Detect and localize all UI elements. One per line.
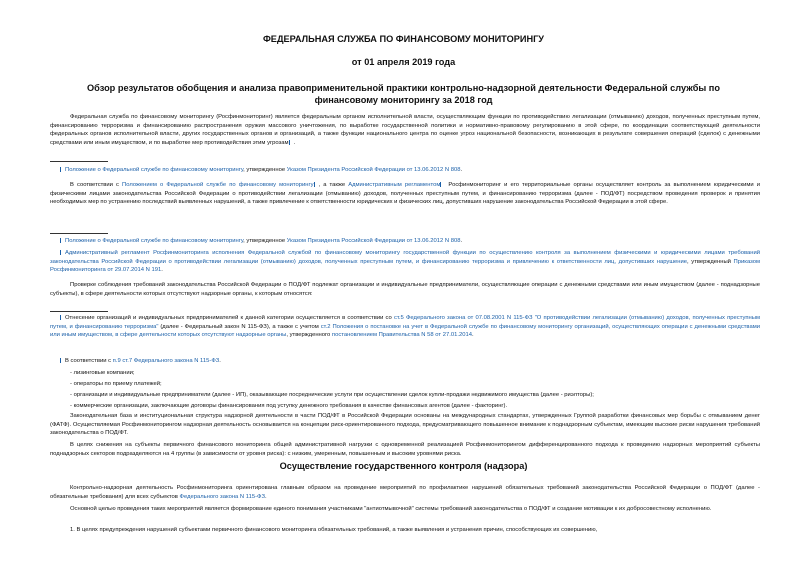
- publication-date: от 01 апреля 2019 года: [351, 57, 456, 67]
- footnote-marker-icon[interactable]: [314, 182, 318, 187]
- footnote-divider: [50, 161, 108, 162]
- link-registration-regulation[interactable]: ст.2 Положения о постановке на учет в Федеральной службе по финансовому мониторингу организаций, осуществляющих операции с денежными средствами или иным имуществом, в сфере деятельности которых отсутствуют надзорные органы: [50, 323, 760, 339]
- footnote-marker-icon: [60, 315, 64, 320]
- footnote-marker-icon: [60, 358, 64, 363]
- link-admin-regulation[interactable]: Административный регламент Росфинмониторинга исполнения Федеральной службой по финансовому мониторингу государственной функции по осуществлению контроля за выполнением физическими и юридическими лицами требований законодательства Российской Федерации о противодействии легализации (отмыванию) доходов, полученных преступным путем, и финансированию терроризма и привлечению к ответственности лиц, допустивших нарушение: [50, 250, 760, 265]
- paragraph-goal: Основной целью проведения таких мероприятий является формирование единого понимания участниками "антиотмывочной" системы требований законодательства о ПОД/ФТ и создание мотивации к их добросовестному исполнению.: [70, 506, 712, 512]
- paragraph-legal-basis: Законодательная база и институциональная структура надзорной деятельности в части ПОД/ФТ в Российской Федерации основаны на международных стандартах, утвержденных Группой разработки финансовых мер борьбы с отмыванием денег (ФАТФ). Осуществляемая Росфинмониторингом надзорная деятельность основывается на концепции риск-ориентированного подхода, предусматривающего повышенное внимание к поднадзорным субъектам, имеющим высокие риски нарушения требований законодательства о ПОД/ФТ.: [50, 413, 760, 437]
- paragraph-subjects: Проверке соблюдения требований законодательства Российской Федерации о ПОД/ФТ подлежат организации и индивидуальные предприниматели, осуществляющие операции с денежными средствами или иным имуществом (далее - поднадзорные субъекты), в сфере деятельности которых отсутствуют надзорные органы, к которым относятся:: [50, 282, 760, 297]
- link-regulation[interactable]: Положение о Федеральной службе по финансовому мониторингу: [65, 167, 244, 173]
- footnote-4: Отнесение организаций и индивидуальных предпринимателей к данной категории осуществляется в соответствии со ст.5 Федерального закона от 07.08.2001 N 115-ФЗ "О противодействии легализации (отмыванию) доходов, полученных преступным путем, и финансированию терроризма" (далее - Федеральный закон N 115-ФЗ), а также с учетом ст.2 Положения о постановке на учет в Федеральной службе по финансовому мониторингу организаций, осуществляющих операции с денежными средствами или иным имуществом, в сфере деятельности которых отсутствуют надзорные органы, утвержденного постановлением Правительства N 58 от 27.01.2014.: [50, 315, 760, 339]
- footnote-marker-icon[interactable]: [440, 182, 444, 187]
- link-decree-808[interactable]: Указом Президента Российской Федерации от 13.06.2012 N 808: [286, 238, 461, 244]
- link-government-resolution-58[interactable]: постановлением Правительства N 58 от 27.01.2014: [331, 332, 472, 339]
- paragraph-intro: Федеральная служба по финансовому мониторингу (Росфинмониторинг) является федеральным органом исполнительной власти, осуществляющим функции по противодействию легализации (отмыванию) доходов, полученных преступным путем, финансированию терроризма и финансированию распространения оружия массового уничтожения, по выработке государственной политики и нормативно-правовому регулированию в этой сфере, по координации соответствующей деятельности федеральных органов исполнительной власти, других государственных органов и организаций, а также функции национального центра по оценке угроз национальной безопасности, возникающих в результате совершения операций (сделок) с денежными средствами или иным имуществом, и по выработке мер противодействия этим угрозам .: [50, 114, 760, 146]
- list-item: - организации и индивидуальные предприниматели (далее - ИП), оказывающие посреднические услуги при осуществлении сделок купли-продажи недвижимого имущества (далее - риэлторы);: [70, 392, 594, 398]
- list-item: - операторы по приему платежей;: [70, 381, 162, 387]
- paragraph-risk-groups: В целях снижения на субъекты первичного финансового мониторинга общей административной нагрузки с одновременной реализацией Росфинмониторингом дифференцированного подхода к проведению надзорных мероприятий субъекты поднадзорных секторов подразделяются на 4 группы (в зависимости от уровня риска): с низким, умеренным, повышенным и высоким уровнями риска.: [50, 442, 760, 457]
- footnote-1: Положение о Федеральной службе по финансовому мониторингу, утвержденное Указом Президента Российской Федерации от 13.06.2012 N 808.: [50, 166, 760, 175]
- footnote-marker-icon[interactable]: [289, 140, 293, 145]
- agency-heading: ФЕДЕРАЛЬНАЯ СЛУЖБА ПО ФИНАНСОВОМУ МОНИТОРИНГУ: [262, 34, 545, 44]
- footnote-marker-icon: [60, 238, 64, 243]
- footnote-divider: [50, 311, 108, 312]
- link-admin-regulation[interactable]: Административным регламентом: [348, 182, 441, 188]
- link-law-115-article-7[interactable]: п.9 ст.7 Федерального закона N 115-ФЗ: [112, 358, 220, 364]
- list-item: - коммерческие организации, заключающие договоры финансирования под уступку денежного требования в качестве финансовых агентов (далее - факторинг).: [70, 403, 508, 409]
- link-decree-808[interactable]: Указом Президента Российской Федерации от 13.06.2012 N 808: [286, 167, 461, 173]
- link-regulation[interactable]: Положение о Федеральной службе по финансовому мониторингу: [65, 238, 244, 244]
- footnote-divider: [50, 233, 108, 234]
- link-law-115-article-5[interactable]: ст.5 Федерального закона от 07.08.2001 N 115-ФЗ "О противодействии легализации (отмыванию) доходов, полученных преступным путем, и финансированию терроризма": [50, 315, 760, 330]
- footnote-marker-icon: [60, 167, 64, 172]
- list-item: - лизинговые компании;: [70, 370, 135, 376]
- footnote-3: Административный регламент Росфинмониторинга исполнения Федеральной службой по финансовому мониторингу государственной функции по осуществлению контроля за выполнением физическими и юридическими лицами требований законодательства Российской Федерации о противодействии легализации (отмыванию) доходов, полученных преступным путем, и финансированию терроризма и привлечению к ответственности лиц, допустивших нарушение, утвержденный Приказом Росфинмониторинга от 29.07.2014 N 191.: [50, 250, 761, 274]
- link-order-191[interactable]: Приказом Росфинмониторинга от 29.07.2014 N 191: [50, 258, 761, 274]
- section-heading: Осуществление государственного контроля (надзора): [279, 461, 528, 471]
- footnote-5: В соответствии с п.9 ст.7 Федерального закона N 115-ФЗ.: [50, 357, 760, 366]
- paragraph-prevention: Контрольно-надзорная деятельность Росфинмониторинга ориентирована главным образом на проведение мероприятий по профилактике нарушений обязательных требований законодательства Российской Федерации о ПОД/ФТ (далее - обязательные требования) для всех субъектов Федерального закона N 115-ФЗ.: [50, 485, 760, 500]
- footnote-2: Положение о Федеральной службе по финансовому мониторингу, утвержденное Указом Президента Российской Федерации от 13.06.2012 N 808.: [50, 237, 760, 246]
- paragraph-control: В соответствии с Положением о Федеральной службе по финансовому мониторингу , а также Административным регламентом Росфинмониторинг и его территориальные органы осуществляет контроль за выполнением юридическими и физическими лицами законодательства Российской Федерации о противодействии легализации (отмыванию) доходов, полученных преступным путем, и финансированию терроризма (далее - ПОД/ФТ) посредством проведения проверок и принятия необходимых мер по устранению последствий выявленных нарушений, а также привлечение к ответственности юридических и физических лиц, допустивших нарушение законодательства Российской Федерации в этой сфере.: [50, 182, 760, 206]
- link-law-115[interactable]: Федерального закона N 115-ФЗ: [179, 493, 266, 500]
- document-title: Обзор результатов обобщения и анализа правоприменительной практики контрольно-надзорной деятельности Федеральной службы по финансовому мониторингу за 2018 год: [87, 83, 720, 105]
- paragraph-item-1: 1. В целях предупреждения нарушений субъектами первичного финансового мониторинга обязательных требований, а также выявления и устранения причин, способствующих их совершению,: [70, 527, 598, 533]
- link-regulation[interactable]: Положением о Федеральной службе по финансовому мониторингу: [122, 182, 314, 188]
- footnote-marker-icon: [60, 250, 64, 255]
